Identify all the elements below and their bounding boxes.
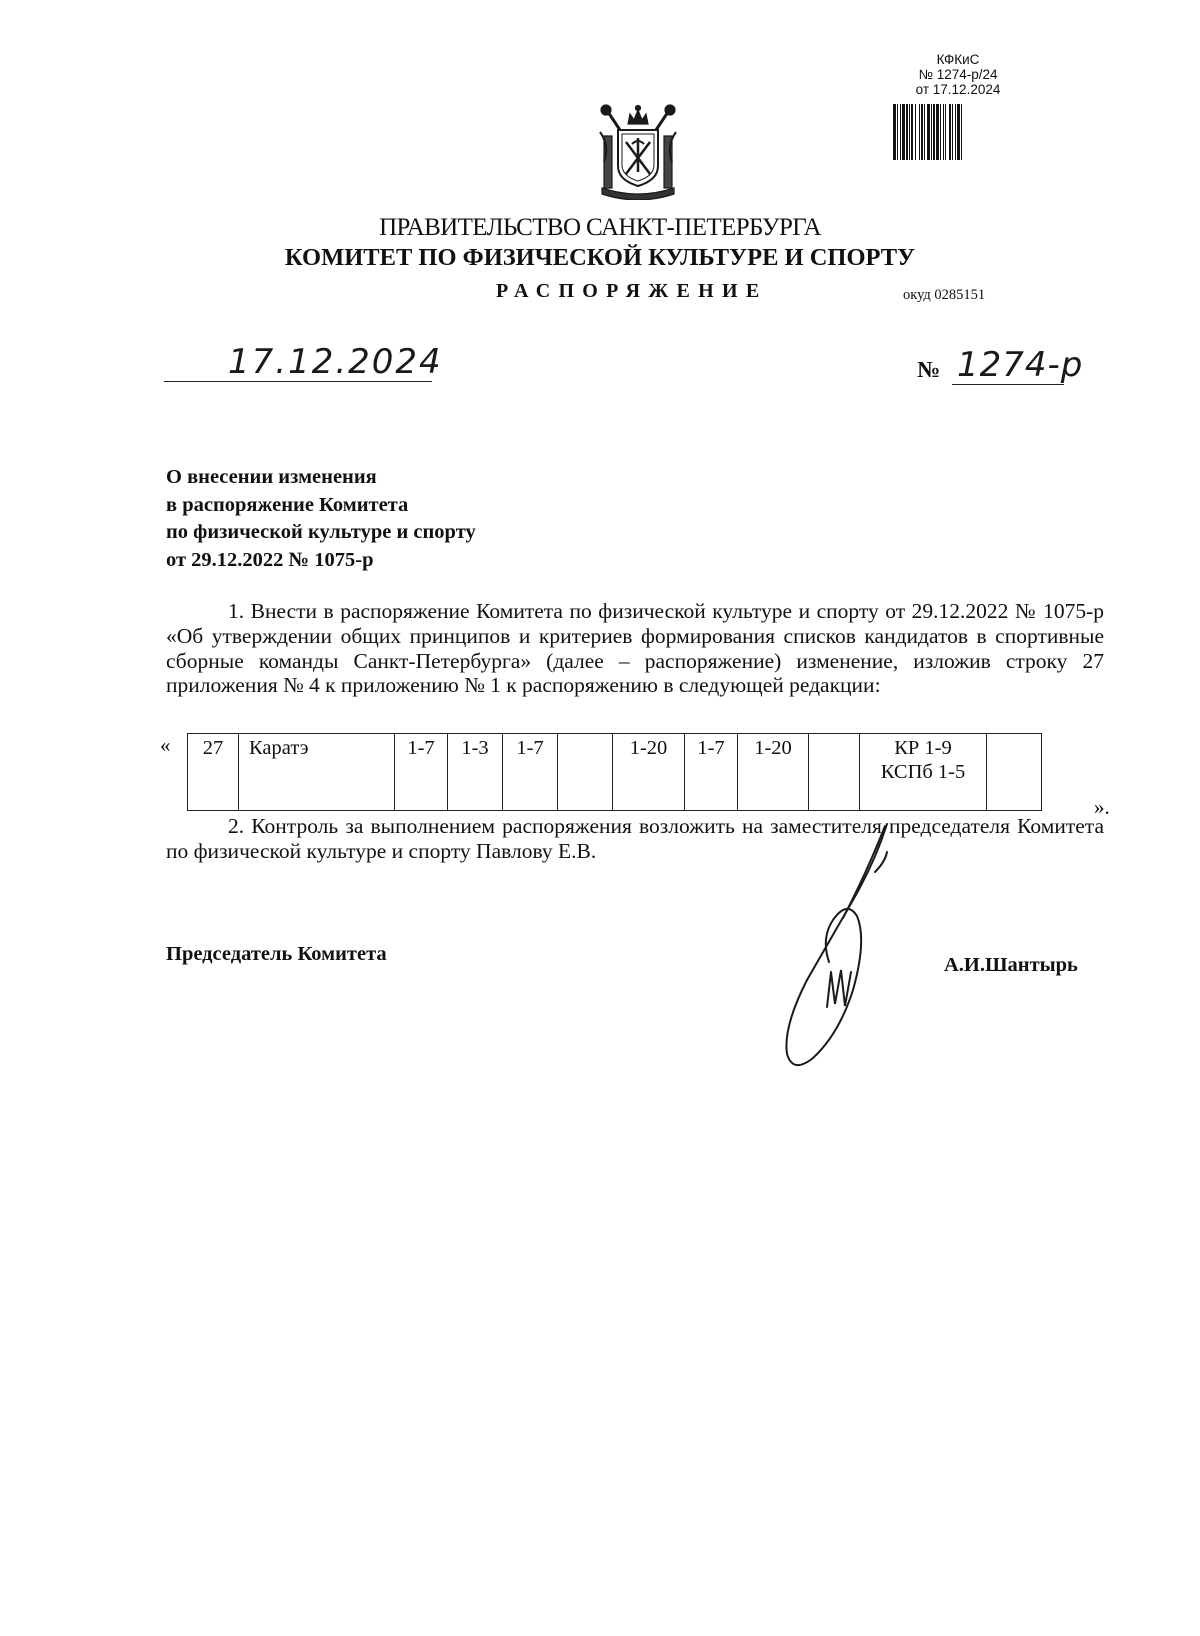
table-cell: 1-20: [613, 734, 685, 811]
number-label: №: [917, 357, 941, 382]
table-cell: 27: [188, 734, 239, 811]
handwritten-signature-icon: [735, 822, 925, 1077]
document-number: 1274-р: [957, 345, 1084, 385]
stamp-line-3: от 17.12.2024: [915, 82, 1001, 97]
spb-coat-of-arms-icon: [590, 102, 686, 200]
table-cell: [558, 734, 613, 811]
table-cell: 1-7: [503, 734, 558, 811]
signer-name: А.И.Шантырь: [944, 954, 1078, 976]
okud-code: окуд 0285151: [903, 287, 986, 303]
table-cell: КР 1-9 КСПб 1-5: [860, 734, 987, 811]
date-underline: [164, 381, 432, 382]
quote-close: ».: [1094, 795, 1110, 819]
stamp-line-2: № 1274-р/24: [918, 67, 998, 82]
subject-line: в распоряжение Комитета: [166, 493, 409, 516]
table-cell: 1-20: [738, 734, 809, 811]
table-cell: [987, 734, 1042, 811]
subject-line: О внесении изменения: [166, 466, 377, 488]
barcode-icon: [893, 104, 1025, 160]
document-date: 17.12.2024: [228, 342, 443, 382]
committee-title: КОМИТЕТ ПО ФИЗИЧЕСКОЙ КУЛЬТУРЕ И СПОРТУ: [284, 244, 916, 271]
quote-open: «: [160, 733, 171, 757]
table-cell: 1-7: [395, 734, 448, 811]
table-cell: [809, 734, 860, 811]
table-cell: Каратэ: [239, 734, 395, 811]
paragraph-2: 2. Контроль за выполнением распоряжения возложить на заместителя председателя Комитета по физической культуре и спорту Павлову Е.В.: [166, 814, 1104, 863]
paragraph-1: 1. Внести в распоряжение Комитета по физической культуре и спорту от 29.12.2022 № 1075-р «Об утверждении общих принципов и критериев формирования списков кандидатов в спортивные сборные команды Санкт-Петербурга» (далее – распоряжение) изменение, изложив строку 27 приложения № 4 к приложению № 1 к распоряжению в следующей редакции:: [166, 599, 1104, 698]
document-subject: [166, 464, 476, 574]
table-cell: 1-3: [448, 734, 503, 811]
subject-line: от 29.12.2022 № 1075-р: [166, 548, 374, 571]
registration-stamp: [888, 52, 1028, 97]
signer-position: Председатель Комитета: [166, 943, 387, 965]
table-cell: 1-7: [685, 734, 738, 811]
number-underline: [952, 384, 1064, 385]
stamp-line-1: КФКиС: [936, 52, 980, 67]
table-row: [188, 734, 1042, 811]
amendment-table: [187, 733, 1042, 811]
government-title: ПРАВИТЕЛЬСТВО САНКТ-ПЕТЕРБУРГА: [379, 214, 821, 241]
subject-line: по физической культуре и спорту: [166, 521, 476, 543]
document-type: РАСПОРЯЖЕНИЕ: [496, 280, 768, 302]
